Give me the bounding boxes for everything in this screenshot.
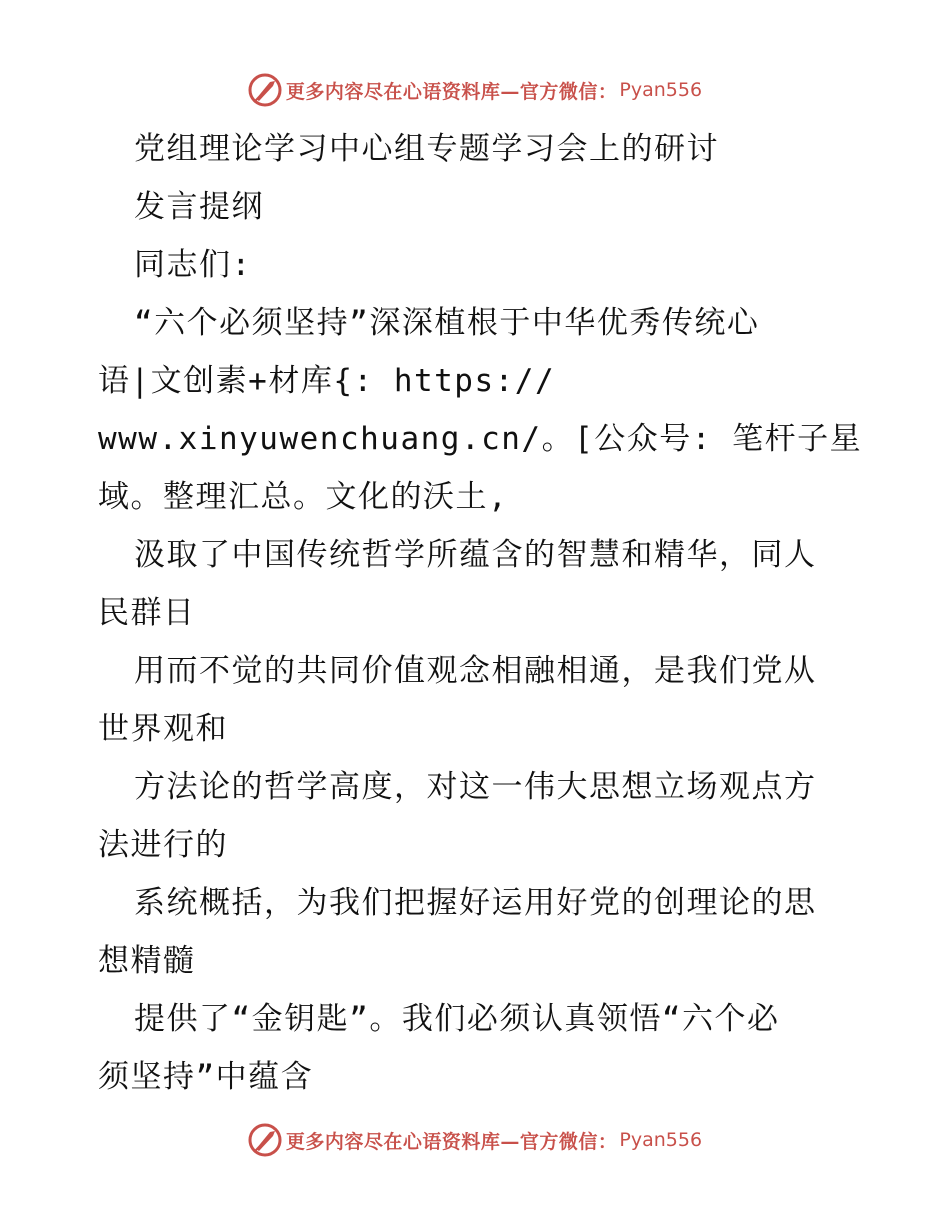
text-line: 法进行的	[98, 827, 228, 863]
banner-wechat-id: Pyan556	[619, 1129, 703, 1151]
text-line: 同志们:	[134, 247, 252, 283]
text-line: “六个必须坚持”深深植根于中华优秀传统心	[134, 305, 760, 341]
text-line: 域。整理汇总。文化的沃土,	[98, 479, 509, 515]
header-banner	[0, 70, 950, 110]
text-line: 方法论的哲学高度，对这一伟大思想立场观点方	[134, 769, 817, 805]
text-line: www.xinyuwenchuang.cn/。[公众号: 笔杆子星	[98, 421, 863, 457]
banner-text: 更多内容尽在心语资料库—官方微信：	[285, 80, 618, 103]
text-line: 汲取了中国传统哲学所蕴含的智慧和精华，同人	[134, 537, 817, 573]
text-line: 民群日	[98, 595, 196, 631]
text-line: 党组理论学习中心组专题学习会上的研讨	[134, 131, 719, 167]
text-line: 发言提纲	[134, 189, 264, 225]
footer-banner	[0, 1120, 950, 1160]
text-line: 语|文创素+材库{: https://	[98, 363, 556, 399]
text-line: 系统概括，为我们把握好运用好党的创理论的思	[134, 885, 817, 921]
text-line: 须坚持”中蕴含	[98, 1059, 314, 1095]
text-line: 用而不觉的共同价值观念相融相通，是我们党从	[134, 653, 817, 689]
banner-text: 更多内容尽在心语资料库—官方微信：	[285, 1130, 618, 1153]
text-line: 提供了“金钥匙”。我们必须认真领悟“六个必	[134, 1001, 780, 1037]
quill-pen-logo-icon	[248, 73, 282, 107]
quill-pen-logo-icon	[248, 1123, 282, 1157]
text-line: 想精髓	[98, 943, 196, 979]
text-line: 世界观和	[98, 711, 228, 747]
banner-wechat-id: Pyan556	[619, 79, 703, 101]
